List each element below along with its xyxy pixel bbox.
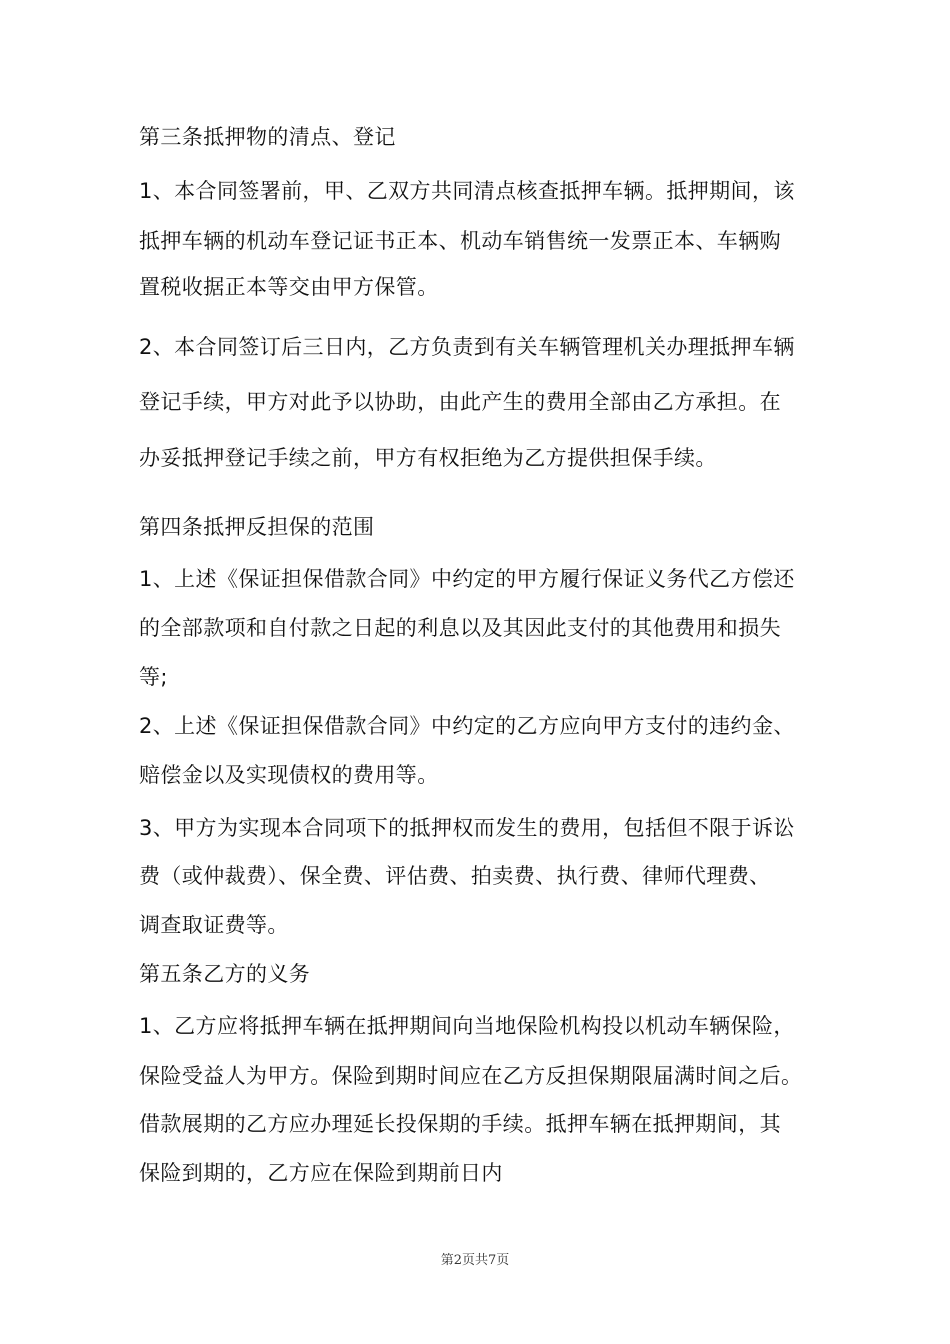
page-number-footer: 第2页共7页 bbox=[440, 1253, 510, 1268]
paragraph-line: 1、乙方应将抵押车辆在抵押期间向当地保险机构投以机动车辆保险， bbox=[139, 1014, 795, 1038]
paragraph-line: 调查取证费等。 bbox=[139, 913, 289, 937]
paragraph-line: 置税收据正本等交由甲方保管。 bbox=[139, 275, 439, 299]
paragraph-line: 登记手续，甲方对此予以协助，由此产生的费用全部由乙方承担。在 bbox=[139, 390, 781, 414]
section-heading-article-4: 第四条抵押反担保的范围 bbox=[139, 515, 375, 539]
section-heading-article-3: 第三条抵押物的清点、登记 bbox=[139, 125, 396, 149]
paragraph-line: 办妥抵押登记手续之前，甲方有权拒绝为乙方提供担保手续。 bbox=[139, 446, 717, 470]
paragraph-line: 抵押车辆的机动车登记证书正本、机动车销售统一发票正本、车辆购 bbox=[139, 229, 781, 253]
paragraph-line: 借款展期的乙方应办理延长投保期的手续。抵押车辆在抵押期间，其 bbox=[139, 1112, 781, 1136]
paragraph-line: 3、甲方为实现本合同项下的抵押权而发生的费用，包括但不限于诉讼 bbox=[139, 816, 795, 840]
paragraph-line: 的全部款项和自付款之日起的利息以及其因此支付的其他费用和损失 bbox=[139, 616, 781, 640]
paragraph-line: 1、本合同签署前，甲、乙双方共同清点核查抵押车辆。抵押期间，该 bbox=[139, 179, 795, 203]
paragraph-line: 2、上述《保证担保借款合同》中约定的乙方应向甲方支付的违约金、 bbox=[139, 714, 795, 738]
paragraph-line: 2、本合同签订后三日内，乙方负责到有关车辆管理机关办理抵押车辆 bbox=[139, 335, 795, 359]
section-heading-article-5: 第五条乙方的义务 bbox=[139, 962, 311, 986]
paragraph-line: 保险受益人为甲方。保险到期时间应在乙方反担保期限届满时间之后。 bbox=[139, 1064, 803, 1088]
paragraph-line: 等; bbox=[139, 665, 168, 689]
paragraph-line: 费（或仲裁费）、保全费、评估费、拍卖费、执行费、律师代理费、 bbox=[139, 864, 771, 888]
paragraph-line: 1、上述《保证担保借款合同》中约定的甲方履行保证义务代乙方偿还 bbox=[139, 567, 795, 591]
paragraph-line: 保险到期的，乙方应在保险到期前日内 bbox=[139, 1161, 503, 1185]
paragraph-line: 赔偿金以及实现债权的费用等。 bbox=[139, 763, 439, 787]
